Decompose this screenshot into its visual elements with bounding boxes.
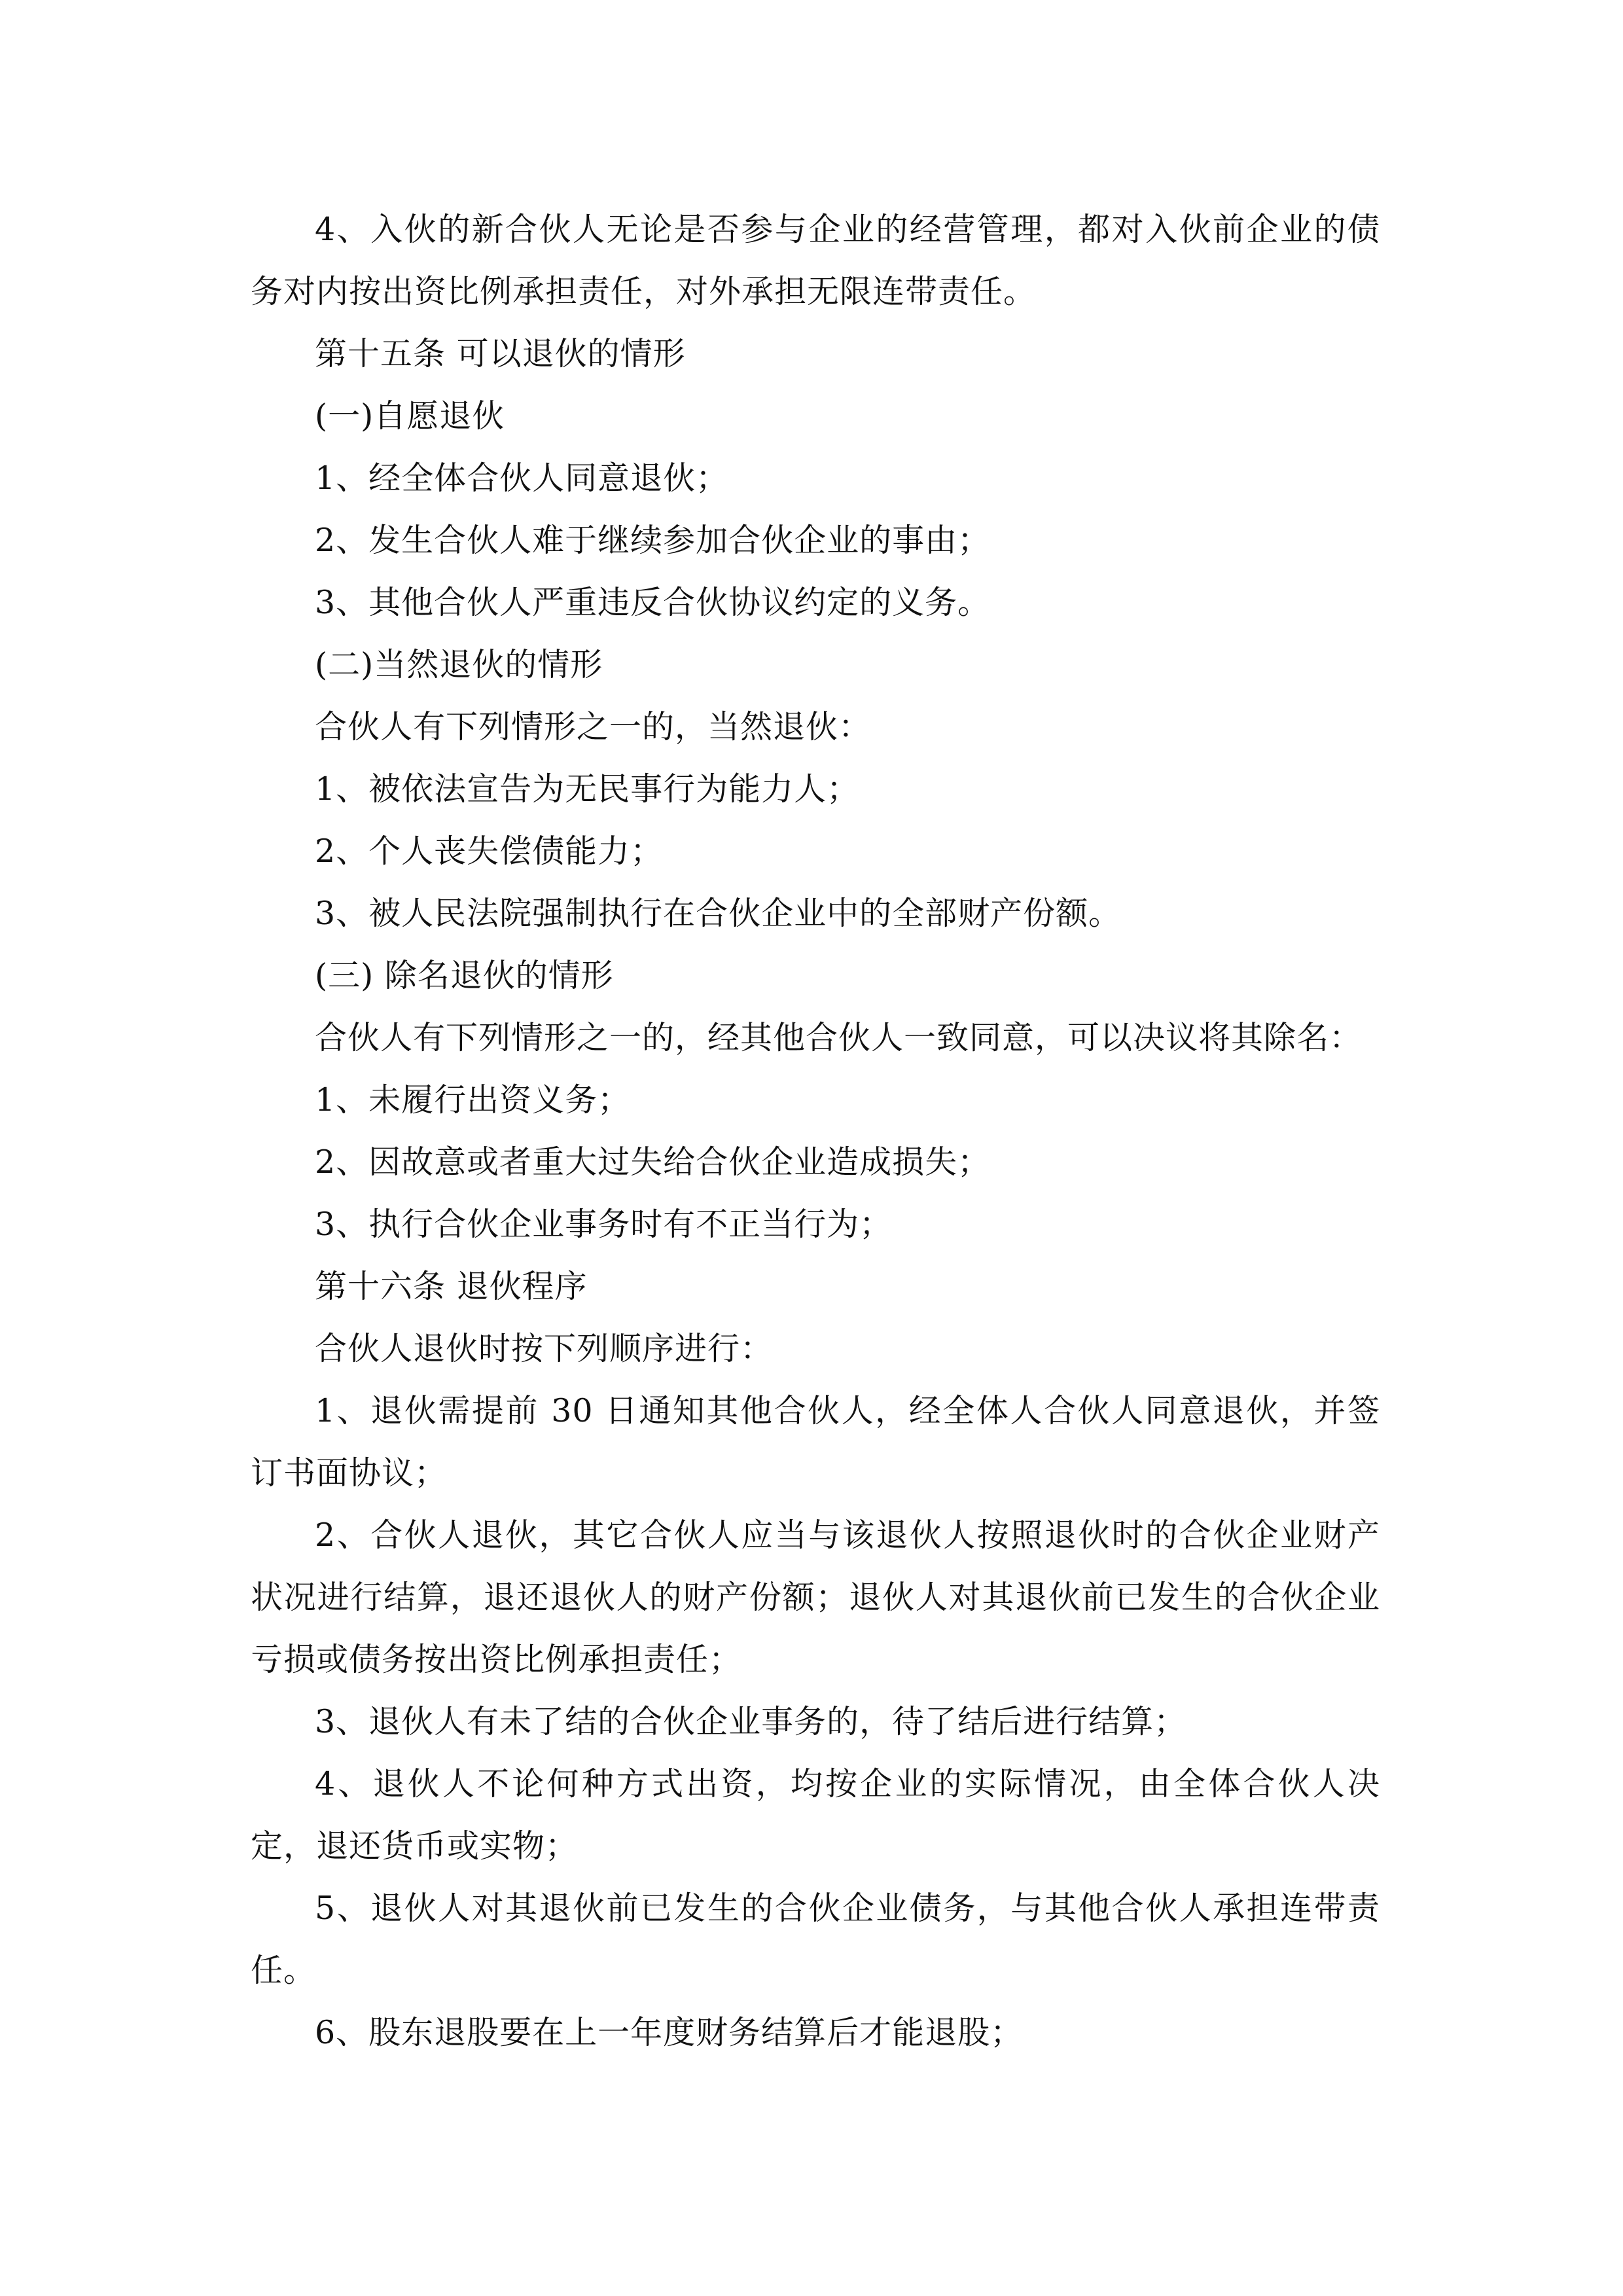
section-automatic-withdrawal: (二)当然退伙的情形	[315, 646, 603, 683]
list-item: 1、被依法宣告为无民事行为能力人；	[315, 770, 860, 808]
document-body	[251, 198, 1380, 2064]
list-item: 4、退伙人不论何种方式出资，均按企业的实际情况，由全体合伙人决定，退还货币或实物；	[251, 1765, 1380, 1865]
list-item: 3、执行合伙企业事务时有不正当行为；	[315, 1206, 893, 1243]
paragraph-item-4-new-partner: 4、入伙的新合伙人无论是否参与企业的经营管理，都对入伙前企业的债务对内按出资比例承担责任，对外承担无限连带责任。	[251, 211, 1380, 310]
paragraph-expulsion-intro: 合伙人有下列情形之一的，经其他合伙人一致同意，可以决议将其除名：	[315, 1019, 1363, 1056]
list-item: 3、其他合伙人严重违反合伙协议约定的义务。	[315, 584, 991, 621]
list-item: 2、合伙人退伙，其它合伙人应当与该退伙人按照退伙时的合伙企业财产状况进行结算，退还退伙人的财产份额；退伙人对其退伙前已发生的合伙企业亏损或债务按出资比例承担责任；	[251, 1516, 1380, 1678]
article-16-heading: 第十六条 退伙程序	[315, 1268, 588, 1305]
list-item: 2、发生合伙人难于继续参加合伙企业的事由；	[315, 522, 991, 559]
list-item: 3、被人民法院强制执行在合伙企业中的全部财产份额。	[315, 895, 1122, 932]
paragraph-automatic-withdrawal-intro: 合伙人有下列情形之一的，当然退伙：	[315, 708, 872, 745]
list-item: 5、退伙人对其退伙前已发生的合伙企业债务，与其他合伙人承担连带责任。	[251, 1890, 1380, 1989]
list-item: 2、因故意或者重大过失给合伙企业造成损失；	[315, 1143, 991, 1181]
list-item: 1、未履行出资义务；	[315, 1081, 631, 1119]
article-15-heading: 第十五条 可以退伙的情形	[315, 335, 686, 372]
list-item: 1、退伙需提前 30 日通知其他合伙人，经全体人合伙人同意退伙，并签订书面协议；	[251, 1392, 1380, 1492]
section-voluntary-withdrawal: (一)自愿退伙	[315, 397, 505, 435]
list-item: 6、股东退股要在上一年度财务结算后才能退股；	[315, 2014, 1024, 2051]
list-item: 2、个人丧失偿债能力；	[315, 833, 664, 870]
paragraph-procedure-intro: 合伙人退伙时按下列顺序进行：	[315, 1330, 774, 1367]
section-expulsion: (三) 除名退伙的情形	[315, 957, 614, 994]
list-item: 1、经全体合伙人同意退伙；	[315, 459, 729, 497]
list-item: 3、退伙人有未了结的合伙企业事务的，待了结后进行结算；	[315, 1703, 1187, 1740]
